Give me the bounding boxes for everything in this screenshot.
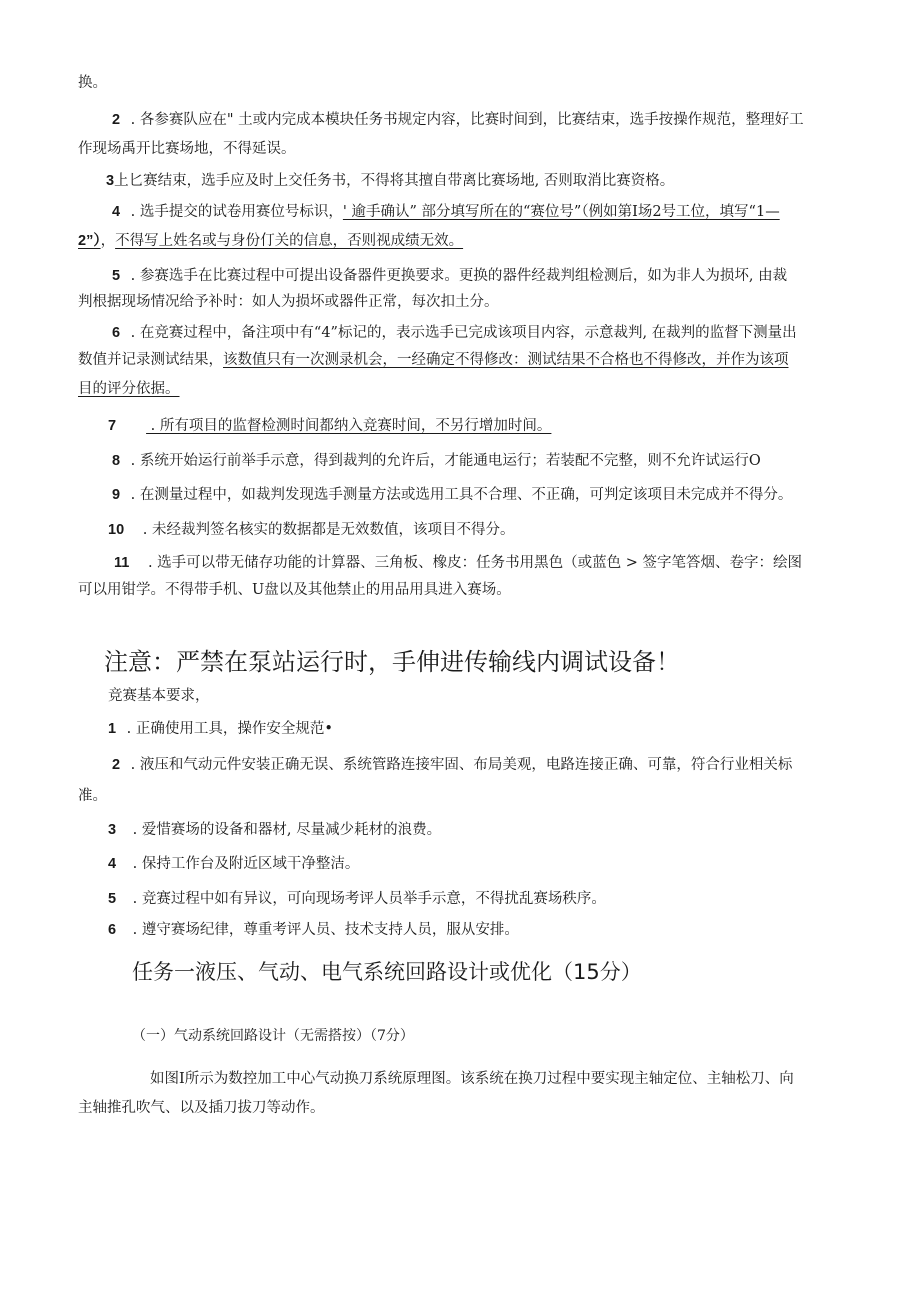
rule-2-cont: 作现场禹开比赛场地，不得延误。 (78, 141, 296, 157)
basic-4: 4 . 保持工作台及附近区域干净整洁。 (108, 856, 360, 872)
rule-6-cont-2: 目的评分依据。 (78, 381, 180, 397)
basic-3: 3 . 爱惜赛场的设备和器材, 尽量减少耗材的浪费。 (108, 822, 442, 838)
rule-11: 11 . 选手可以带无储存功能的计算器、三角板、橡皮：任务书用黑色（或蓝色 > 签字笔答烟、卷字：绘图 (114, 555, 803, 571)
rule-4: 4 . 选手提交的试卷用赛位号标识，' 逾手确认” 部分填写所在的“赛位号”（例如第I场2号工位，填写“1— (112, 204, 780, 220)
rule-7: 7 . 所有项目的监督检测时间都纳入竞赛时间，不另行增加时间。 (108, 418, 552, 434)
rule-3: 3上匕赛结束，选手应及时上交任务书，不得将其擅自带离比赛场地, 否则取消比赛资格。 (106, 173, 675, 189)
basic-heading: 竞赛基本要求， (108, 688, 210, 704)
rule-4-cont: 2”），不得写上姓名或与身份仃关的信息，否则视成绩无效。 (78, 233, 464, 249)
rule-10: 10 . 未经裁判签名核实的数据都是无效数值，该项目不得分。 (108, 522, 515, 538)
task-title: 任务一液压、气动、电气系统回路设计或优化（15分） (132, 960, 642, 984)
basic-5: 5 . 竞赛过程中如有异议，可向现场考评人员举手示意，不得扰乱赛场秩序。 (108, 891, 606, 907)
rule-6: 6 . 在竞赛过程中，备注项中有“4”标记的，表示选手已完成该项目内容，示意裁判, 在裁判的监督下测量出 (112, 325, 797, 341)
basic-2: 2 . 液压和气动元件安装正确无误、系统管路连接牢固、布局美观，电路连接正确、可靠，符合行业相关标 (112, 757, 793, 773)
basic-1: 1 . 正确使用工具，操作安全规范• (108, 721, 333, 737)
safety-notice: 注意：严禁在泵站运行时，手伸进传输线内调试设备！ (104, 648, 680, 676)
rule-5-cont: 判根据现场情况给予补时：如人为损坏或器件正常，每次扣土分。 (78, 294, 499, 310)
basic-6: 6 . 遵守赛场纪律，尊重考评人员、技术支持人员，服从安排。 (108, 922, 519, 938)
rule-6-cont: 数值并记录测试结果，该数值只有一次测录机会，一经确定不得修改：测试结果不合格也不得修改，并作为该项 (78, 352, 789, 368)
rule-1-tail: 换。 (78, 75, 107, 91)
rule-11-cont: 可以用钳学。不得带手机、U盘以及其他禁止的用品用具进入赛场。 (78, 582, 511, 598)
rule-2: 2 . 各参赛队应在" 土或内完成本模块任务书规定内容，比赛时间到，比赛结束，选手按操作规范，整理好工 (112, 112, 804, 128)
task-paragraph-cont: 主轴推孔吹气、以及插刀拔刀等动作。 (78, 1100, 325, 1116)
rule-5: 5 . 参赛选手在比赛过程中可提出设备器件更换要求。更换的器件经裁判组检测后，如为非人为损坏, 由裁 (112, 268, 788, 284)
rule-8: 8 . 系统开始运行前举手示意，得到裁判的允许后，才能通电运行；若装配不完整，则不允许试运行O (112, 453, 761, 469)
task-paragraph: 如图I所示为数控加工中心气动换刀系统原理图。该系统在换刀过程中要实现主轴定位、主轴松刀、向 (150, 1071, 794, 1087)
section-subtitle: （一）气动系统回路设计（无需搭按）（7分） (132, 1028, 414, 1044)
basic-2-cont: 准。 (78, 788, 107, 804)
rule-9: 9 . 在测量过程中，如裁判发现选手测量方法或选用工具不合理、不正确，可判定该项目未完成并不得分。 (112, 487, 793, 503)
